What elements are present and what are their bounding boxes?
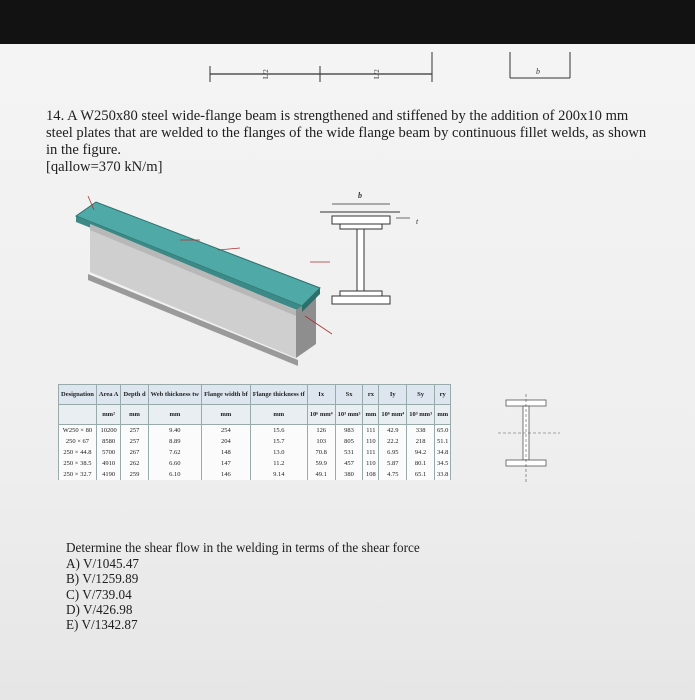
table-cell: 6.60 (148, 458, 201, 469)
table-header-cell: Area A (96, 385, 121, 405)
table-cell: 4910 (96, 458, 121, 469)
option-a[interactable]: A) V/1045.47 (66, 556, 140, 571)
table-cell: 250 × 44.8 (59, 447, 97, 458)
top-dark-bar (0, 0, 695, 44)
table-cell: 126 (307, 425, 335, 437)
table-cell: W250 × 80 (59, 425, 97, 437)
table-cell: 6.10 (148, 469, 201, 480)
table-cell: 250 × 67 (59, 436, 97, 447)
table-row (59, 469, 451, 480)
table-header-cell: Iy (379, 385, 407, 405)
table-cell: 7.62 (148, 447, 201, 458)
web (357, 229, 364, 291)
table-cell: 111 (363, 425, 379, 437)
table-cell: 254 (202, 425, 251, 437)
bottom-cover-plate (332, 296, 390, 304)
table-unit-cell: mm² (96, 405, 121, 425)
table-cell: 13.0 (250, 447, 307, 458)
table-cell: 42.9 (379, 425, 407, 437)
table-cell: 8.89 (148, 436, 201, 447)
table-cell: 34.5 (435, 458, 451, 469)
table-cell: 531 (335, 447, 363, 458)
table-cell: 65.0 (435, 425, 451, 437)
table-cell: 15.6 (250, 425, 307, 437)
table-cell: 257 (121, 436, 148, 447)
table-cell: 108 (363, 469, 379, 480)
section-properties-table (58, 384, 451, 480)
table-cell: 33.8 (435, 469, 451, 480)
table-cell: 4.75 (379, 469, 407, 480)
option-e[interactable]: E) V/1342.87 (66, 617, 138, 633)
table-cell: 148 (202, 447, 251, 458)
table-cell: 4190 (96, 469, 121, 480)
table-cell: 9.14 (250, 469, 307, 480)
table-cell: 110 (363, 458, 379, 469)
table-header-cell: Web thickness tw (148, 385, 201, 405)
section-properties-table-wrap (58, 384, 488, 480)
beam-figure (70, 188, 470, 378)
table-header-cell: Sy (407, 385, 435, 405)
table-cell: 257 (121, 425, 148, 437)
width-label-b: b (536, 67, 540, 76)
option-b[interactable]: B) V/1259.89 (66, 571, 139, 587)
answer-options (66, 556, 139, 632)
table-cell: 10200 (96, 425, 121, 437)
table-cell: 22.2 (379, 436, 407, 447)
table-cell: 259 (121, 469, 148, 480)
table-cell: 218 (407, 436, 435, 447)
table-unit-cell: mm (363, 405, 379, 425)
table-units-row (59, 405, 451, 425)
table-unit-cell: mm (148, 405, 201, 425)
table-cell: 267 (121, 447, 148, 458)
table-header-cell: Sx (335, 385, 363, 405)
table-cell: 146 (202, 469, 251, 480)
table-cell: 147 (202, 458, 251, 469)
table-cell: 380 (335, 469, 363, 480)
table-cell: 51.1 (435, 436, 451, 447)
table-cell: 110 (363, 436, 379, 447)
table-header-cell: ry (435, 385, 451, 405)
table-row (59, 458, 451, 469)
table-cell: 65.1 (407, 469, 435, 480)
table-unit-cell (59, 405, 97, 425)
table-header-cell: Depth d (121, 385, 148, 405)
table-header-cell: Flange thickness tf (250, 385, 307, 405)
top-cover-plate (332, 216, 390, 224)
table-cell: 9.40 (148, 425, 201, 437)
table-header-cell: Ix (307, 385, 335, 405)
table-cell: 15.7 (250, 436, 307, 447)
table-row (59, 436, 451, 447)
table-cell: 70.8 (307, 447, 335, 458)
table-cell: 103 (307, 436, 335, 447)
question-text: Determine the shear flow in the welding in terms of the shear force (66, 540, 420, 555)
table-cell: 250 × 38.5 (59, 458, 97, 469)
beam-span-sketch (200, 52, 580, 88)
table-cell: 94.2 (407, 447, 435, 458)
table-cell: 262 (121, 458, 148, 469)
section-label-t: t (416, 217, 419, 226)
table-cell: 805 (335, 436, 363, 447)
table-cell: 49.1 (307, 469, 335, 480)
table-cell: 8580 (96, 436, 121, 447)
allowable-load: [qallow=370 kN/m] (46, 159, 163, 175)
table-cell: 11.2 (250, 458, 307, 469)
problem-statement (46, 108, 656, 176)
table-cell: 5.87 (379, 458, 407, 469)
table-cell: 338 (407, 425, 435, 437)
table-cell: 457 (335, 458, 363, 469)
table-row (59, 447, 451, 458)
table-unit-cell: mm (202, 405, 251, 425)
table-cell: 6.95 (379, 447, 407, 458)
table-unit-cell: 10⁶ mm⁴ (307, 405, 335, 425)
table-unit-cell: mm (435, 405, 451, 425)
table-unit-cell: mm (250, 405, 307, 425)
table-cell: 59.9 (307, 458, 335, 469)
section-label-b: b (358, 191, 362, 200)
table-unit-cell: 10³ mm³ (335, 405, 363, 425)
table-header-row (59, 385, 451, 405)
table-cell: 250 × 32.7 (59, 469, 97, 480)
span-label-left: L/2 (262, 69, 270, 79)
table-cell: 34.8 (435, 447, 451, 458)
side-i-section-sketch (496, 392, 576, 492)
table-unit-cell: mm (121, 405, 148, 425)
option-c[interactable]: C) V/739.04 (66, 586, 132, 602)
problem-text: 14. A W250x80 steel wide-flange beam is strengthened and stiffened by the addition of 200x10 mm steel plates that are welded to the flanges of the wide flange beam by continuous fillet welds, as shown in the figure. (46, 108, 647, 158)
table-header-cell: Flange width bf (202, 385, 251, 405)
table-cell: 111 (363, 447, 379, 458)
span-label-right: L/2 (373, 69, 381, 79)
table-cell: 5700 (96, 447, 121, 458)
option-d[interactable]: D) V/426.98 (66, 601, 133, 617)
table-header-cell: rx (363, 385, 379, 405)
table-cell: 204 (202, 436, 251, 447)
table-row (59, 425, 451, 437)
table-cell: 983 (335, 425, 363, 437)
table-cell: 80.1 (407, 458, 435, 469)
table-header-cell: Designation (59, 385, 97, 405)
table-unit-cell: 10⁶ mm⁴ (379, 405, 407, 425)
table-unit-cell: 10³ mm³ (407, 405, 435, 425)
